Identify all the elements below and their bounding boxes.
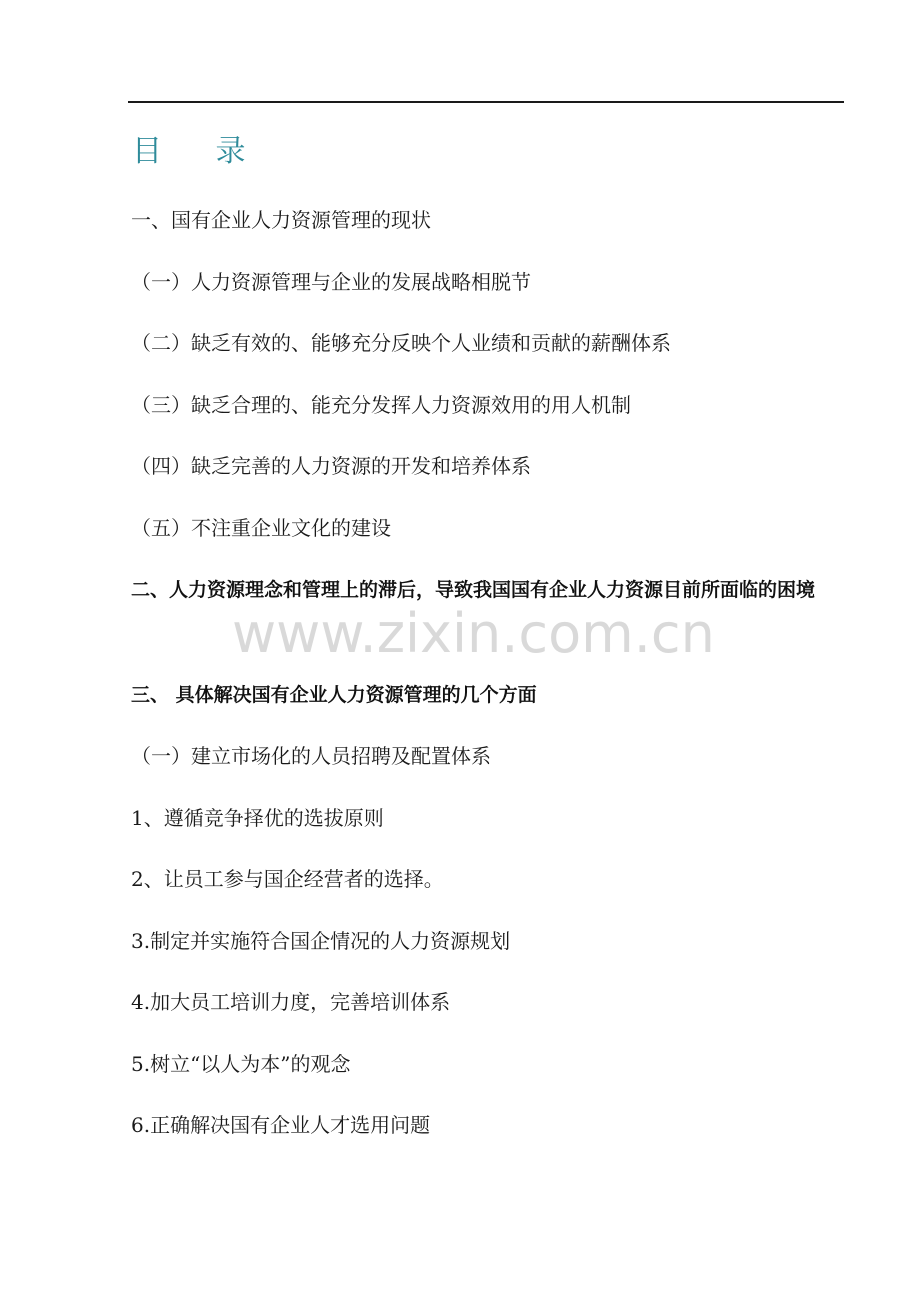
toc-title: 目 录 <box>132 134 268 169</box>
toc-entry-3-1-6[interactable]: 6.正确解决国有企业人才选用问题 <box>131 1113 431 1137</box>
toc-entry-1-5[interactable]: （五）不注重企业文化的建设 <box>131 516 391 540</box>
header-rule <box>128 101 844 103</box>
watermark-text: www.zixin.com.cn <box>232 602 715 665</box>
toc-entry-1-1[interactable]: （一）人力资源管理与企业的发展战略相脱节 <box>131 270 531 294</box>
toc-entry-3-1[interactable]: （一）建立市场化的人员招聘及配置体系 <box>131 744 491 768</box>
toc-entry-1-3[interactable]: （三）缺乏合理的、能充分发挥人力资源效用的用人机制 <box>131 393 631 417</box>
toc-entry-3-1-4[interactable]: 4.加大员工培训力度，完善培训体系 <box>131 990 451 1014</box>
toc-entry-1-4[interactable]: （四）缺乏完善的人力资源的开发和培养体系 <box>131 454 531 478</box>
toc-entry-3-1-3[interactable]: 3.制定并实施符合国企情况的人力资源规划 <box>131 929 511 953</box>
toc-entry-1-2[interactable]: （二）缺乏有效的、能够充分反映个人业绩和贡献的薪酬体系 <box>131 331 671 355</box>
toc-entry-1[interactable]: 一、国有企业人力资源管理的现状 <box>131 208 431 232</box>
toc-entry-3-1-2[interactable]: 2、让员工参与国企经营者的选择。 <box>131 867 444 891</box>
toc-entry-3-1-5[interactable]: 5.树立“以人为本”的观念 <box>131 1052 351 1076</box>
toc-entry-3[interactable]: 三、 具体解决国有企业人力资源管理的几个方面 <box>131 684 537 706</box>
toc-entry-3-1-1[interactable]: 1、遵循竞争择优的选拔原则 <box>131 806 384 830</box>
toc-entry-2[interactable]: 二、人力资源理念和管理上的滞后，导致我国国有企业人力资源目前所面临的困境 <box>131 579 816 601</box>
